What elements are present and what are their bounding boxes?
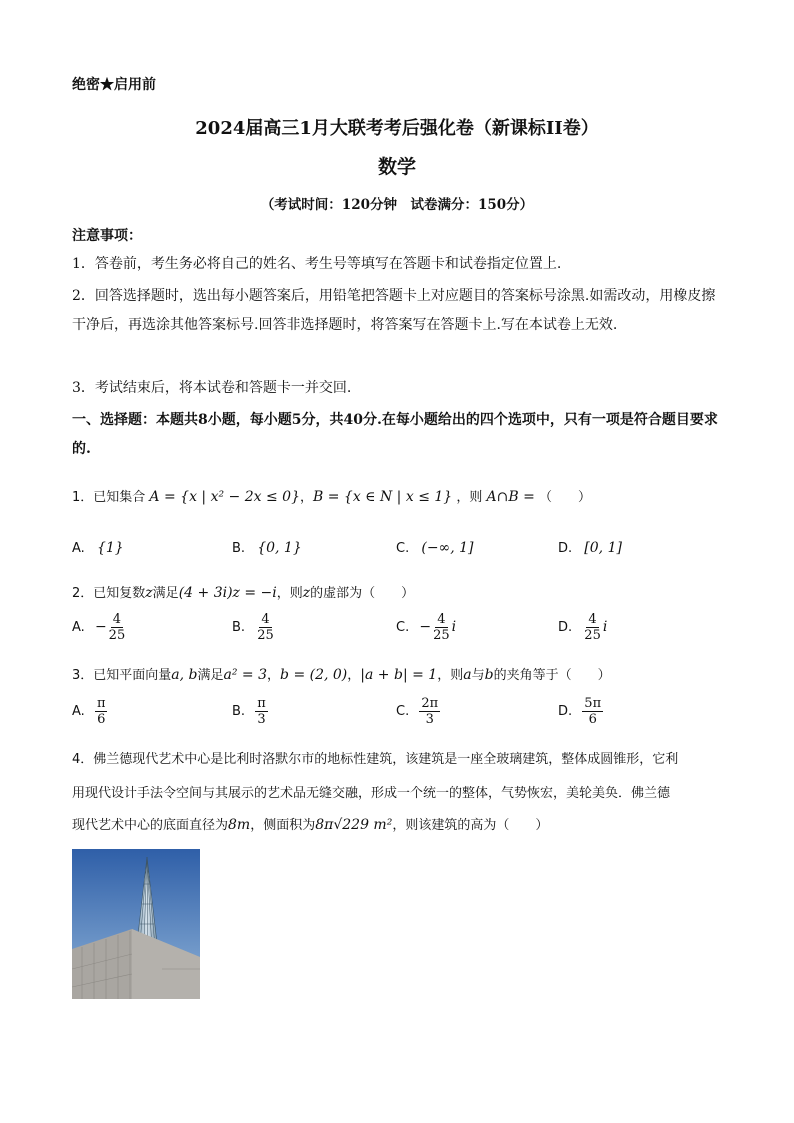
q2-option-c	[396, 612, 456, 643]
q2-option-a	[72, 612, 127, 643]
section-heading: 一、选择题：本题共8小题，每小题5分，共40分.在每小题给出的四个选项中，只有一项是符合题目要求的.	[72, 412, 718, 457]
q4-diameter: 8m	[228, 817, 251, 833]
notes-title: 注意事项：	[72, 228, 142, 244]
fraction-denominator: 25	[433, 628, 450, 643]
fraction-denominator: 25	[584, 628, 601, 643]
q4-area: 8π√229 m²	[315, 817, 393, 833]
q1-suffix: ，则	[456, 490, 483, 505]
fraction-denominator: 25	[257, 628, 274, 643]
option-fraction	[582, 696, 603, 727]
subject-title: 数学	[377, 156, 416, 178]
option-label: D.	[558, 704, 573, 719]
option-fraction	[95, 696, 108, 727]
option-label: C.	[396, 620, 410, 635]
fraction-denominator: 3	[257, 712, 266, 727]
option-label: D.	[558, 541, 573, 556]
option-fraction	[255, 696, 268, 727]
q3-mid: 满足	[197, 668, 224, 683]
q3-option-a	[72, 696, 107, 727]
q3-option-d	[558, 696, 603, 727]
fraction-numerator: 4	[261, 612, 270, 627]
option-fraction	[107, 612, 128, 643]
fraction-numerator: 4	[437, 612, 446, 627]
fraction-numerator: 4	[112, 612, 122, 627]
tower-illustration	[72, 849, 200, 999]
option-fraction	[419, 696, 440, 727]
q1-prefix: 1．已知集合	[72, 490, 146, 505]
option-label: A.	[72, 620, 85, 635]
note-item-3: 3．考试结束后，将本试卷和答题卡一并交回.	[72, 380, 352, 396]
q1-set-b: B = {x ∈ N | x ≤ 1}	[313, 489, 453, 505]
exam-title: 2024届高三1月大联考考后强化卷（新课标II卷）	[195, 118, 599, 139]
q4-text-b: ，侧面积为	[250, 818, 316, 833]
q2-suffix: ，则	[276, 586, 303, 601]
q3-condition-1: a² = 3	[223, 667, 268, 683]
option-fraction	[255, 612, 276, 643]
q3-condition-2: b = (2, 0)	[280, 667, 348, 683]
q2-option-d	[558, 612, 607, 643]
question-1	[72, 486, 591, 505]
q3-condition-3: |a + b| = 1	[360, 667, 438, 683]
option-value: (−∞, 1]	[421, 540, 474, 556]
q2-var: z	[145, 585, 153, 601]
fraction-numerator: 2π	[421, 696, 439, 711]
note-item-2: 2．回答选择题时，选出每小题答案后，用铅笔把答题卡上对应题目的答案标号涂黑.如需改动，用橡皮擦干净后，再选涂其他答案标号.回答非选择题时，将答案写在答题卡上.写在本试卷上无效.	[72, 288, 716, 333]
q3-with: 与	[471, 668, 485, 683]
option-label: B.	[232, 704, 246, 719]
q4-text-c: ，则该建筑的高为（ ）	[392, 818, 549, 833]
question-4-line-3	[72, 814, 548, 833]
q1-option-a	[72, 540, 124, 556]
glass-cone-tower-photo	[72, 849, 200, 999]
option-tail: i	[602, 619, 608, 635]
q3-vec-a: a	[463, 667, 472, 683]
fraction-denominator: 25	[108, 628, 126, 643]
option-value: [0, 1]	[584, 540, 622, 556]
q2-end: 的虚部为（ ）	[310, 586, 415, 601]
q2-equation: (4 + 3i)z = −i	[178, 585, 277, 601]
q3-prefix: 3．已知平面向量	[72, 668, 172, 683]
q2-var2: z	[302, 585, 311, 601]
question-3: 3．已知平面向量a, b满足a² = 3，b = (2, 0)，|a + b| = 1，则a与b的夹角等于（ ）	[72, 667, 611, 683]
fraction-numerator: 5π	[584, 696, 602, 711]
fraction-numerator: 4	[588, 612, 597, 627]
q3-vectors: a, b	[171, 667, 198, 683]
option-label: B.	[232, 541, 246, 556]
q2-prefix: 2．已知复数	[72, 586, 146, 601]
q1-option-b	[232, 540, 302, 556]
q1-option-d	[558, 540, 622, 556]
q3-vec-b: b	[484, 667, 494, 683]
q2-option-b	[232, 612, 276, 643]
q3-option-b	[232, 696, 268, 727]
fraction-numerator: π	[96, 696, 106, 711]
q2-mid: 满足	[152, 586, 179, 601]
question-2	[72, 582, 414, 601]
option-fraction	[431, 612, 452, 643]
q3-then: ，则	[437, 668, 464, 683]
option-value: {0, 1}	[257, 540, 302, 556]
q1-paren: （ ）	[538, 490, 591, 505]
question-4-line-1: 4．佛兰德现代艺术中心是比利时洛默尔市的地标性建筑，该建筑是一座全玻璃建筑，整体成圆锥形，它利	[72, 752, 679, 767]
fraction-numerator: π	[257, 696, 266, 711]
q1-set-a: A = {x | x² − 2x ≤ 0}	[149, 489, 300, 505]
option-label: B.	[232, 620, 246, 635]
option-label: C.	[396, 704, 410, 719]
time-info: （考试时间：120分钟 试卷满分：150分）	[260, 197, 534, 213]
fraction-denominator: 3	[425, 712, 434, 727]
q3-end: 的夹角等于（ ）	[493, 668, 611, 683]
fraction-denominator: 6	[97, 712, 106, 727]
option-label: C.	[396, 541, 410, 556]
option-label: A.	[72, 541, 85, 556]
fraction-denominator: 6	[588, 712, 597, 727]
option-fraction	[582, 612, 603, 643]
question-4-line-2: 用现代设计手法令空间与其展示的艺术品无缝交融，形成一个统一的整体，气势恢宏，美轮美奂．佛兰德	[72, 786, 671, 801]
option-label: D.	[558, 620, 573, 635]
option-sign: −	[94, 619, 107, 635]
q3-option-c	[396, 696, 440, 727]
q1-sep: ，	[299, 490, 313, 505]
confidential-label: 绝密★启用前	[72, 77, 156, 93]
option-tail: i	[451, 619, 457, 635]
note-item-1: 1．答卷前，考生务必将自己的姓名、考生号等填写在答题卡和试卷指定位置上.	[72, 256, 562, 272]
option-sign: −	[419, 619, 432, 635]
q4-text-a: 现代艺术中心的底面直径为	[72, 818, 229, 833]
q1-option-c	[396, 540, 473, 556]
option-value: {1}	[96, 540, 124, 556]
option-label: A.	[72, 704, 85, 719]
q1-expr: A∩B =	[486, 489, 535, 505]
